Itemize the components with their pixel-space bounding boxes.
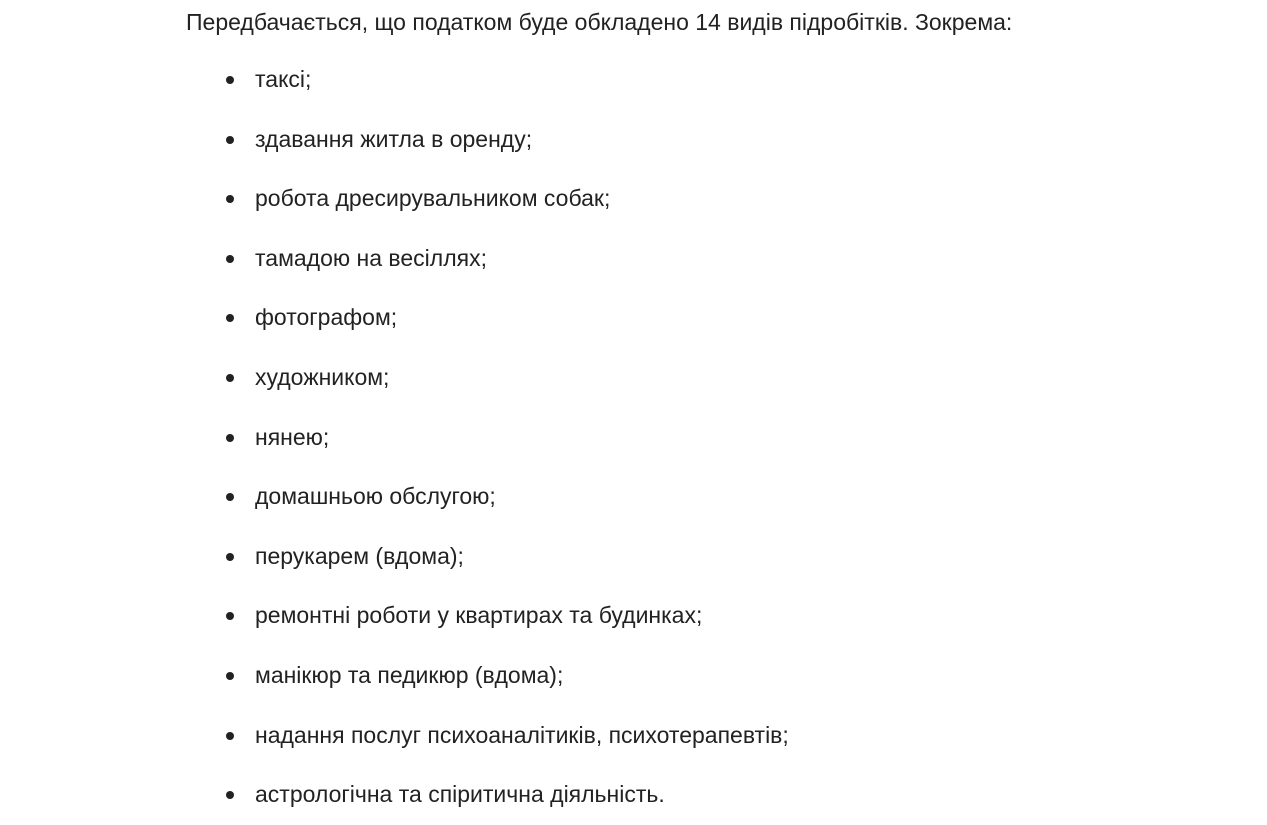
list-item-text: нянею; (255, 423, 330, 450)
list-item-text: художником; (255, 363, 390, 390)
bullet-icon (226, 672, 234, 680)
intro-paragraph: Передбачається, що податком буде обкладено 14 видів підробітків. Зокрема: (186, 9, 1013, 35)
list-item-text: перукарем (вдома); (255, 542, 464, 569)
list-item-text: таксі; (255, 66, 312, 92)
bullet-icon (226, 195, 234, 203)
bullet-icon (226, 791, 234, 799)
list-item-text: надання послуг психоаналітиків, психотерапевтів; (255, 721, 789, 748)
bullet-icon (226, 136, 234, 144)
list-item-text: фотографом; (255, 304, 398, 331)
bullet-icon (226, 374, 234, 382)
bullet-icon (226, 76, 234, 84)
list-item-text: ремонтні роботи у квартирах та будинках; (255, 602, 703, 629)
list-item-text: робота дресирувальником собак; (255, 185, 611, 212)
bullet-icon (226, 732, 234, 740)
list-item-text: манікюр та педикюр (вдома); (255, 661, 564, 688)
list-item-text: астрологічна та спіритична діяльність. (255, 781, 665, 808)
bullet-icon (226, 255, 234, 263)
bullet-icon (226, 434, 234, 442)
bullet-icon (226, 612, 234, 620)
bullet-icon (226, 493, 234, 501)
bullet-icon (226, 314, 234, 322)
list-item-text: домашньою обслугою; (255, 483, 496, 510)
list-item-text: здавання житла в оренду; (255, 125, 533, 152)
bullet-icon (226, 553, 234, 561)
list-item-text: тамадою на весіллях; (255, 244, 487, 271)
